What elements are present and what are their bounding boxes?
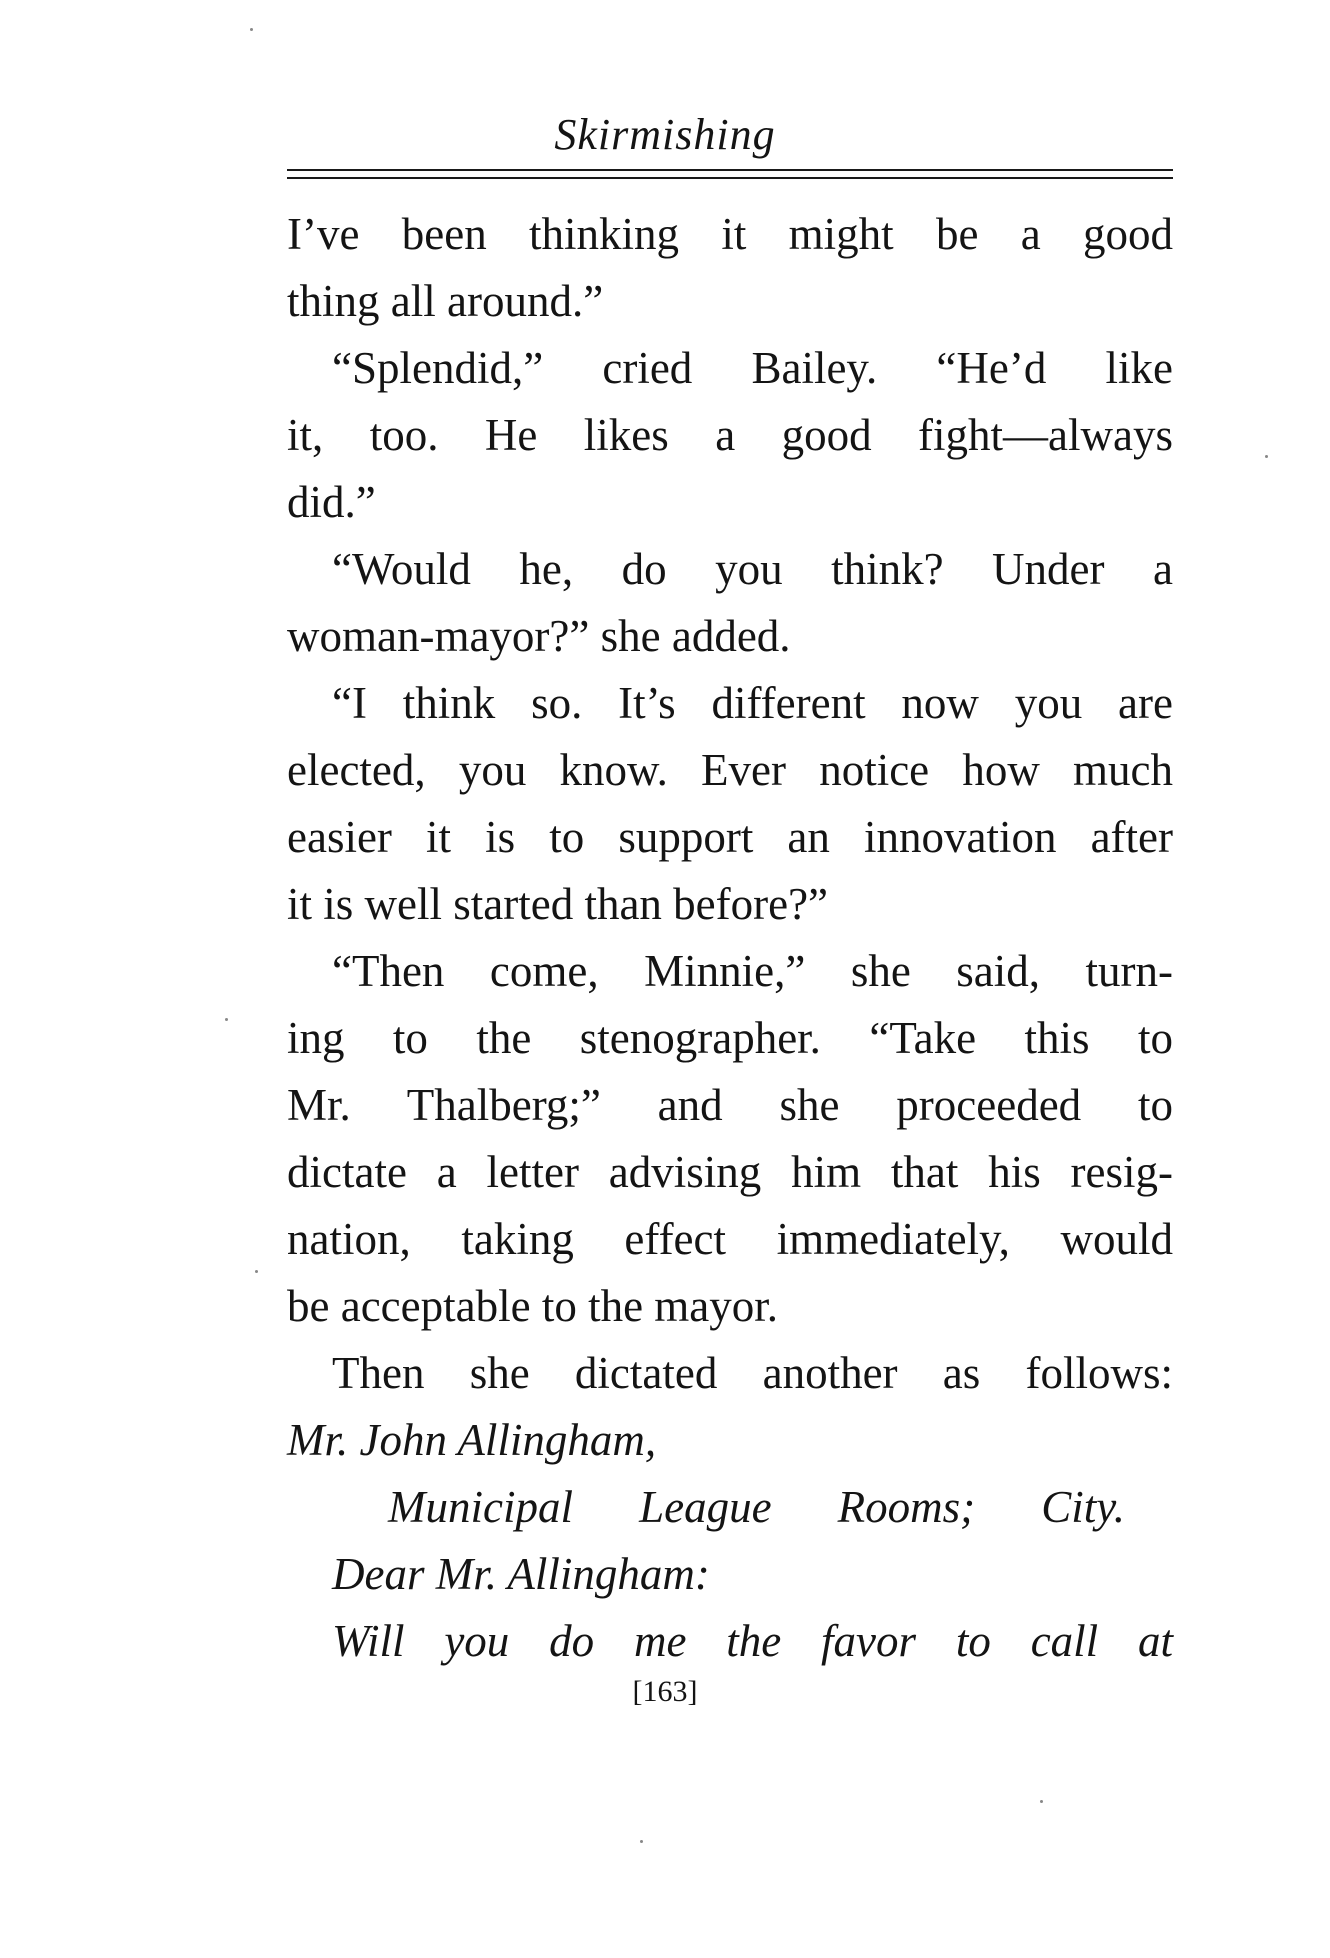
text-line: it, too. He likes a good fight—always bbox=[287, 410, 1173, 460]
paper-speck bbox=[1265, 455, 1268, 458]
text-line: Then she dictated another as follows: bbox=[332, 1348, 1173, 1398]
text-line: “Then come, Minnie,” she said, turn- bbox=[332, 946, 1173, 996]
header-rule-bottom bbox=[287, 177, 1173, 179]
text-line: woman-mayor?” she added. bbox=[287, 611, 791, 661]
letter-address: Municipal League Rooms; City. bbox=[388, 1482, 1125, 1532]
text-line: “Splendid,” cried Bailey. “He’d like bbox=[332, 343, 1173, 393]
text-line: “Would he, do you think? Under a bbox=[332, 544, 1173, 594]
text-line: thing all around.” bbox=[287, 276, 604, 326]
paper-speck bbox=[250, 28, 253, 31]
letter-body-line: Will you do me the favor to call at bbox=[332, 1616, 1173, 1666]
paper-speck bbox=[1040, 1800, 1043, 1803]
text-line: be acceptable to the mayor. bbox=[287, 1281, 779, 1331]
text-line: dictate a letter advising him that his resig- bbox=[287, 1147, 1173, 1197]
header-rule-top bbox=[287, 169, 1173, 171]
paper-speck bbox=[225, 1018, 228, 1021]
text-line: I’ve been thinking it might be a good bbox=[287, 209, 1173, 259]
letter-addressee: Mr. John Allingham, bbox=[287, 1415, 657, 1465]
paper-speck bbox=[255, 1270, 258, 1273]
text-line: nation, taking effect immediately, would bbox=[287, 1214, 1173, 1264]
text-line: ing to the stenographer. “Take this to bbox=[287, 1013, 1173, 1063]
page-number: [163] bbox=[632, 1675, 698, 1708]
running-head: Skirmishing bbox=[554, 110, 776, 159]
text-line: elected, you know. Ever notice how much bbox=[287, 745, 1173, 795]
paper-speck bbox=[640, 1840, 643, 1843]
text-line: it is well started than before?” bbox=[287, 879, 829, 929]
text-line: did.” bbox=[287, 477, 376, 527]
text-line: easier it is to support an innovation after bbox=[287, 812, 1173, 862]
letter-salutation: Dear Mr. Allingham: bbox=[332, 1549, 710, 1599]
text-line: “I think so. It’s different now you are bbox=[332, 678, 1173, 728]
text-line: Mr. Thalberg;” and she proceeded to bbox=[287, 1080, 1173, 1130]
